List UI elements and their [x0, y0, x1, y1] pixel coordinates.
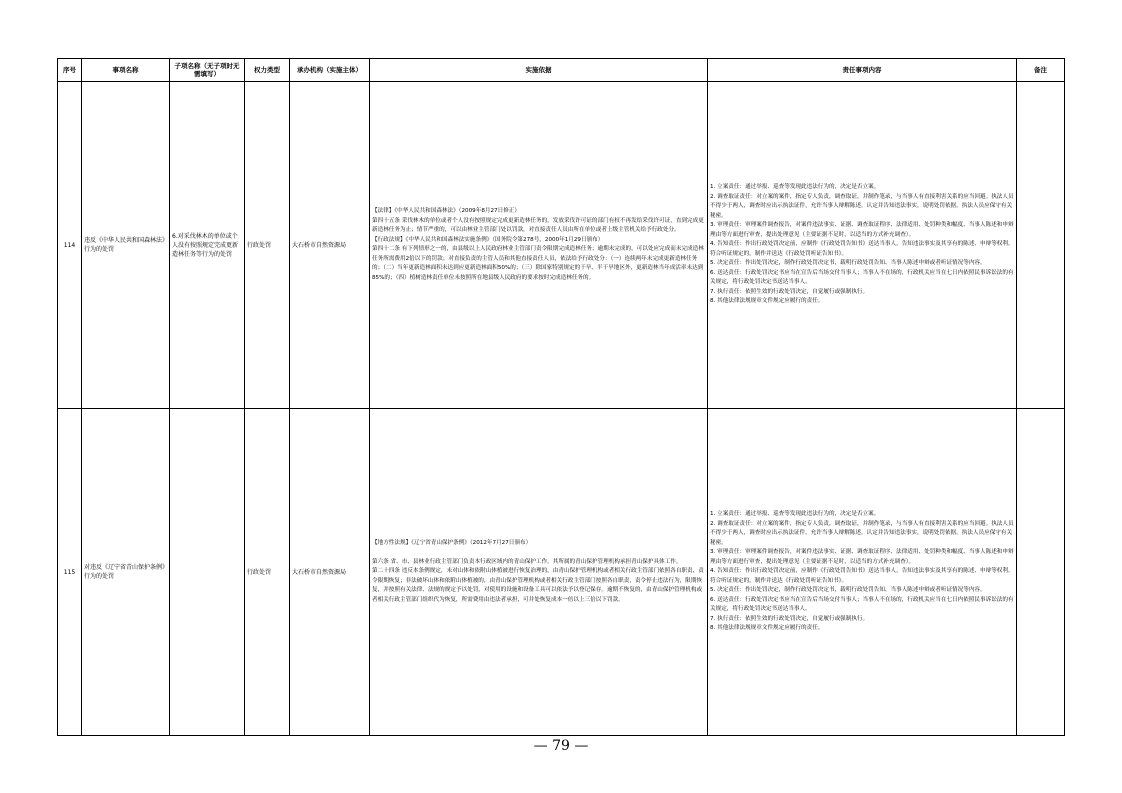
responsibility-item: 3. 审理责任：审理案件调查报告，对案件违法事实、证据、调查取证程序、法律适用、处罚种类和幅度、当事人陈述和申辩理由等方面进行审查，提出处理意见（主要证据不足时，以适当的方式补充调查）。	[710, 549, 1014, 565]
basis-spacer	[372, 549, 705, 558]
responsibility-item: 3. 审理责任：审理案件调查报告，对案件违法事实、证据、调查取证程序、法律适用、处罚种类和幅度、当事人陈述和申辩理由等方面进行审查，提出处理意见（主要证据不足时，以适当的方式补充调查）。	[710, 222, 1014, 238]
responsibility-item: 1. 立案责任：通过举报、巡查等发现此违法行为的，决定是否立案。	[710, 184, 880, 191]
basis-paragraph: 【法律】《中华人民共和国森林法》（2009年8月27日修正）	[372, 208, 520, 214]
responsibility-item: 7. 执行责任：依照生效的行政处罚决定，自觉履行或强制执行。	[710, 615, 869, 622]
row-sub-item	[170, 409, 245, 736]
responsibility-item: 4. 告知责任：作出行政处罚决定前，应制作《行政处罚告知书》送达当事人，告知违法事实及其享有的陈述、申辩等权利。符合听证规定的，制作并送达《行政处罚听证告知书》。	[710, 568, 1014, 584]
row-power-type: 行政处罚	[245, 82, 290, 409]
row-item-name: 对违反《辽宁省青山保护条例》行为的处罚	[82, 409, 170, 736]
responsibility-item: 4. 告知责任：作出行政处罚决定前，应制作《行政处罚告知书》送达当事人，告知违法事实及其享有的陈述、申辩等权利。符合听证规定的，制作并送达《行政处罚听证告知书》。	[710, 241, 1014, 257]
header-power-type: 权力类型	[245, 59, 290, 82]
row-agency: 大石桥市自然资源局	[290, 409, 370, 736]
page-number: — 79 —	[533, 738, 589, 754]
power-list-table	[57, 58, 1065, 736]
basis-paragraph: 【行政法规】《中华人民共和国森林法实施条例》（国务院令第278号，2000年1月29日颁布）	[372, 236, 604, 243]
row-remarks	[1017, 82, 1065, 409]
row-item-name: 违反《中华人民共和国森林法》行为的处罚	[82, 82, 170, 409]
header-basis: 实施依据	[370, 59, 708, 82]
row-seq: 115	[58, 409, 82, 736]
responsibility-item: 1. 立案责任：通过举报、巡查等发现此违法行为的，决定是否立案。	[710, 511, 880, 518]
header-responsibility: 责任事项内容	[708, 59, 1017, 82]
header-agency: 承办机构（实施主体）	[290, 59, 370, 82]
header-remarks: 备注	[1017, 59, 1065, 82]
responsibility-item: 8. 其他法律法规规章文件规定应履行的责任。	[710, 298, 824, 305]
basis-paragraph: 第四十二条 有下列情形之一的，由县级以上人民政府林业主管部门责令限期完成造林任务；逾期未完成的，可以处应完成而未完成造林任务所需费用2倍以下的罚款；对直接负责的主管人员和其他直接责任人员，依法给予行政处分：（一）连续两年未完成更新造林任务的；（二）当年更新造林面积未达到应更新造林面积50%的；（三）除国家特别规定的干旱、半干旱地区外，更新造林当年成活率未达到85%的；（四）植树造林责任单位未按照所在地县级人民政府的要求按时完成造林任务的。	[372, 246, 704, 281]
responsibility-item: 2. 调查取证责任：对立案的案件，指定专人负责，调查取证，并制作笔录，与当事人有直接利害关系的应当回避。执法人员不得少于两人，调查时应出示执法证件，允许当事人辩解陈述。认定并告知违法事实，说明处罚依据。执法人员应保守有关秘密。	[710, 520, 1014, 546]
basis-paragraph: 第二十四条 违反本条例规定，未对山体和依附山体植被进行恢复治理的，由青山保护管理机构或者相关行政主管部门依照各自职责，责令限期恢复；非法破坏山体和依附山体植被的，由青山保护管理机构或者相关行政主管部门按照各自职责，责令停止违法行为，限期恢复，并按照有关法律、法规的规定予以处罚，对使用的设施和设备工具可以依法予以登记保存。逾期不恢复的，由青山保护管理机构或者相关行政主管部门组织代为恢复，所需费用由违法者承担，可并处恢复成本一倍以上三倍以下罚款。	[372, 568, 704, 603]
basis-paragraph: 第六条 省、市、县林业行政主管部门负责本行政区域内的青山保护工作，其所属的青山保护管理机构承担青山保护具体工作。	[372, 558, 682, 565]
responsibility-item: 6. 送达责任：行政处罚决定书应当在宣告后当场交付当事人；当事人不在场的，行政机关应当在七日内依照民事诉讼法的有关规定，将行政处罚决定书送达当事人。	[710, 596, 1014, 613]
table-row	[58, 82, 1065, 409]
table-row	[58, 409, 1065, 736]
row-seq: 114	[58, 82, 82, 409]
basis-paragraph: 【地方性法规】《辽宁省青山保护条例》（2012年7月27日颁布）	[372, 540, 532, 546]
header-item-name: 事项名称	[82, 59, 170, 82]
row-sub-item: 6.对采伐林木的单位或个人没有按照规定完成更新造林任务等行为的处罚	[170, 82, 245, 409]
responsibility-item: 8. 其他法律法规规章文件规定应履行的责任。	[710, 625, 824, 632]
row-power-type: 行政处罚	[245, 409, 290, 736]
row-agency: 大石桥市自然资源局	[290, 82, 370, 409]
row-responsibility	[708, 409, 1017, 736]
header-seq: 序号	[58, 59, 82, 82]
row-basis	[370, 82, 708, 409]
responsibility-item: 6. 送达责任：行政处罚决定书应当在宣告后当场交付当事人；当事人不在场的，行政机关应当在七日内依照民事诉讼法的有关规定，将行政处罚决定书送达当事人。	[710, 269, 1014, 286]
header-row	[58, 59, 1065, 82]
responsibility-item: 5. 决定责任：作出处罚决定，制作行政处罚决定书，载明行政处罚告知、当事人陈述申辩或者听证情况等内容。	[710, 587, 986, 594]
responsibility-item: 2. 调查取证责任：对立案的案件，指定专人负责，调查取证，并制作笔录，与当事人有直接利害关系的应当回避。执法人员不得少于两人，调查时应出示执法证件，允许当事人辩解陈述。认定并告知违法事实，说明处罚依据。执法人员应保守有关秘密。	[710, 193, 1014, 219]
responsibility-item: 7. 执行责任：依照生效的行政处罚决定，自觉履行或强制执行。	[710, 288, 869, 295]
responsibility-item: 5. 决定责任：作出处罚决定，制作行政处罚决定书，载明行政处罚告知、当事人陈述申辩或者听证情况等内容。	[710, 260, 986, 267]
basis-paragraph: 第四十五条 采伐林木的单位或者个人没有按照规定完成更新造林任务的，发放采伐许可证的部门有权不再发给采伐许可证，直到完成更新造林任务为止；情节严重的，可以由林业主管部门处以罚款，对直接责任人员由所在单位或者上级主管机关给予行政处分。	[372, 217, 704, 233]
row-responsibility	[708, 82, 1017, 409]
row-basis	[370, 409, 708, 736]
row-remarks	[1017, 409, 1065, 736]
header-sub-item: 子项名称（无子项时无需填写）	[170, 59, 245, 82]
